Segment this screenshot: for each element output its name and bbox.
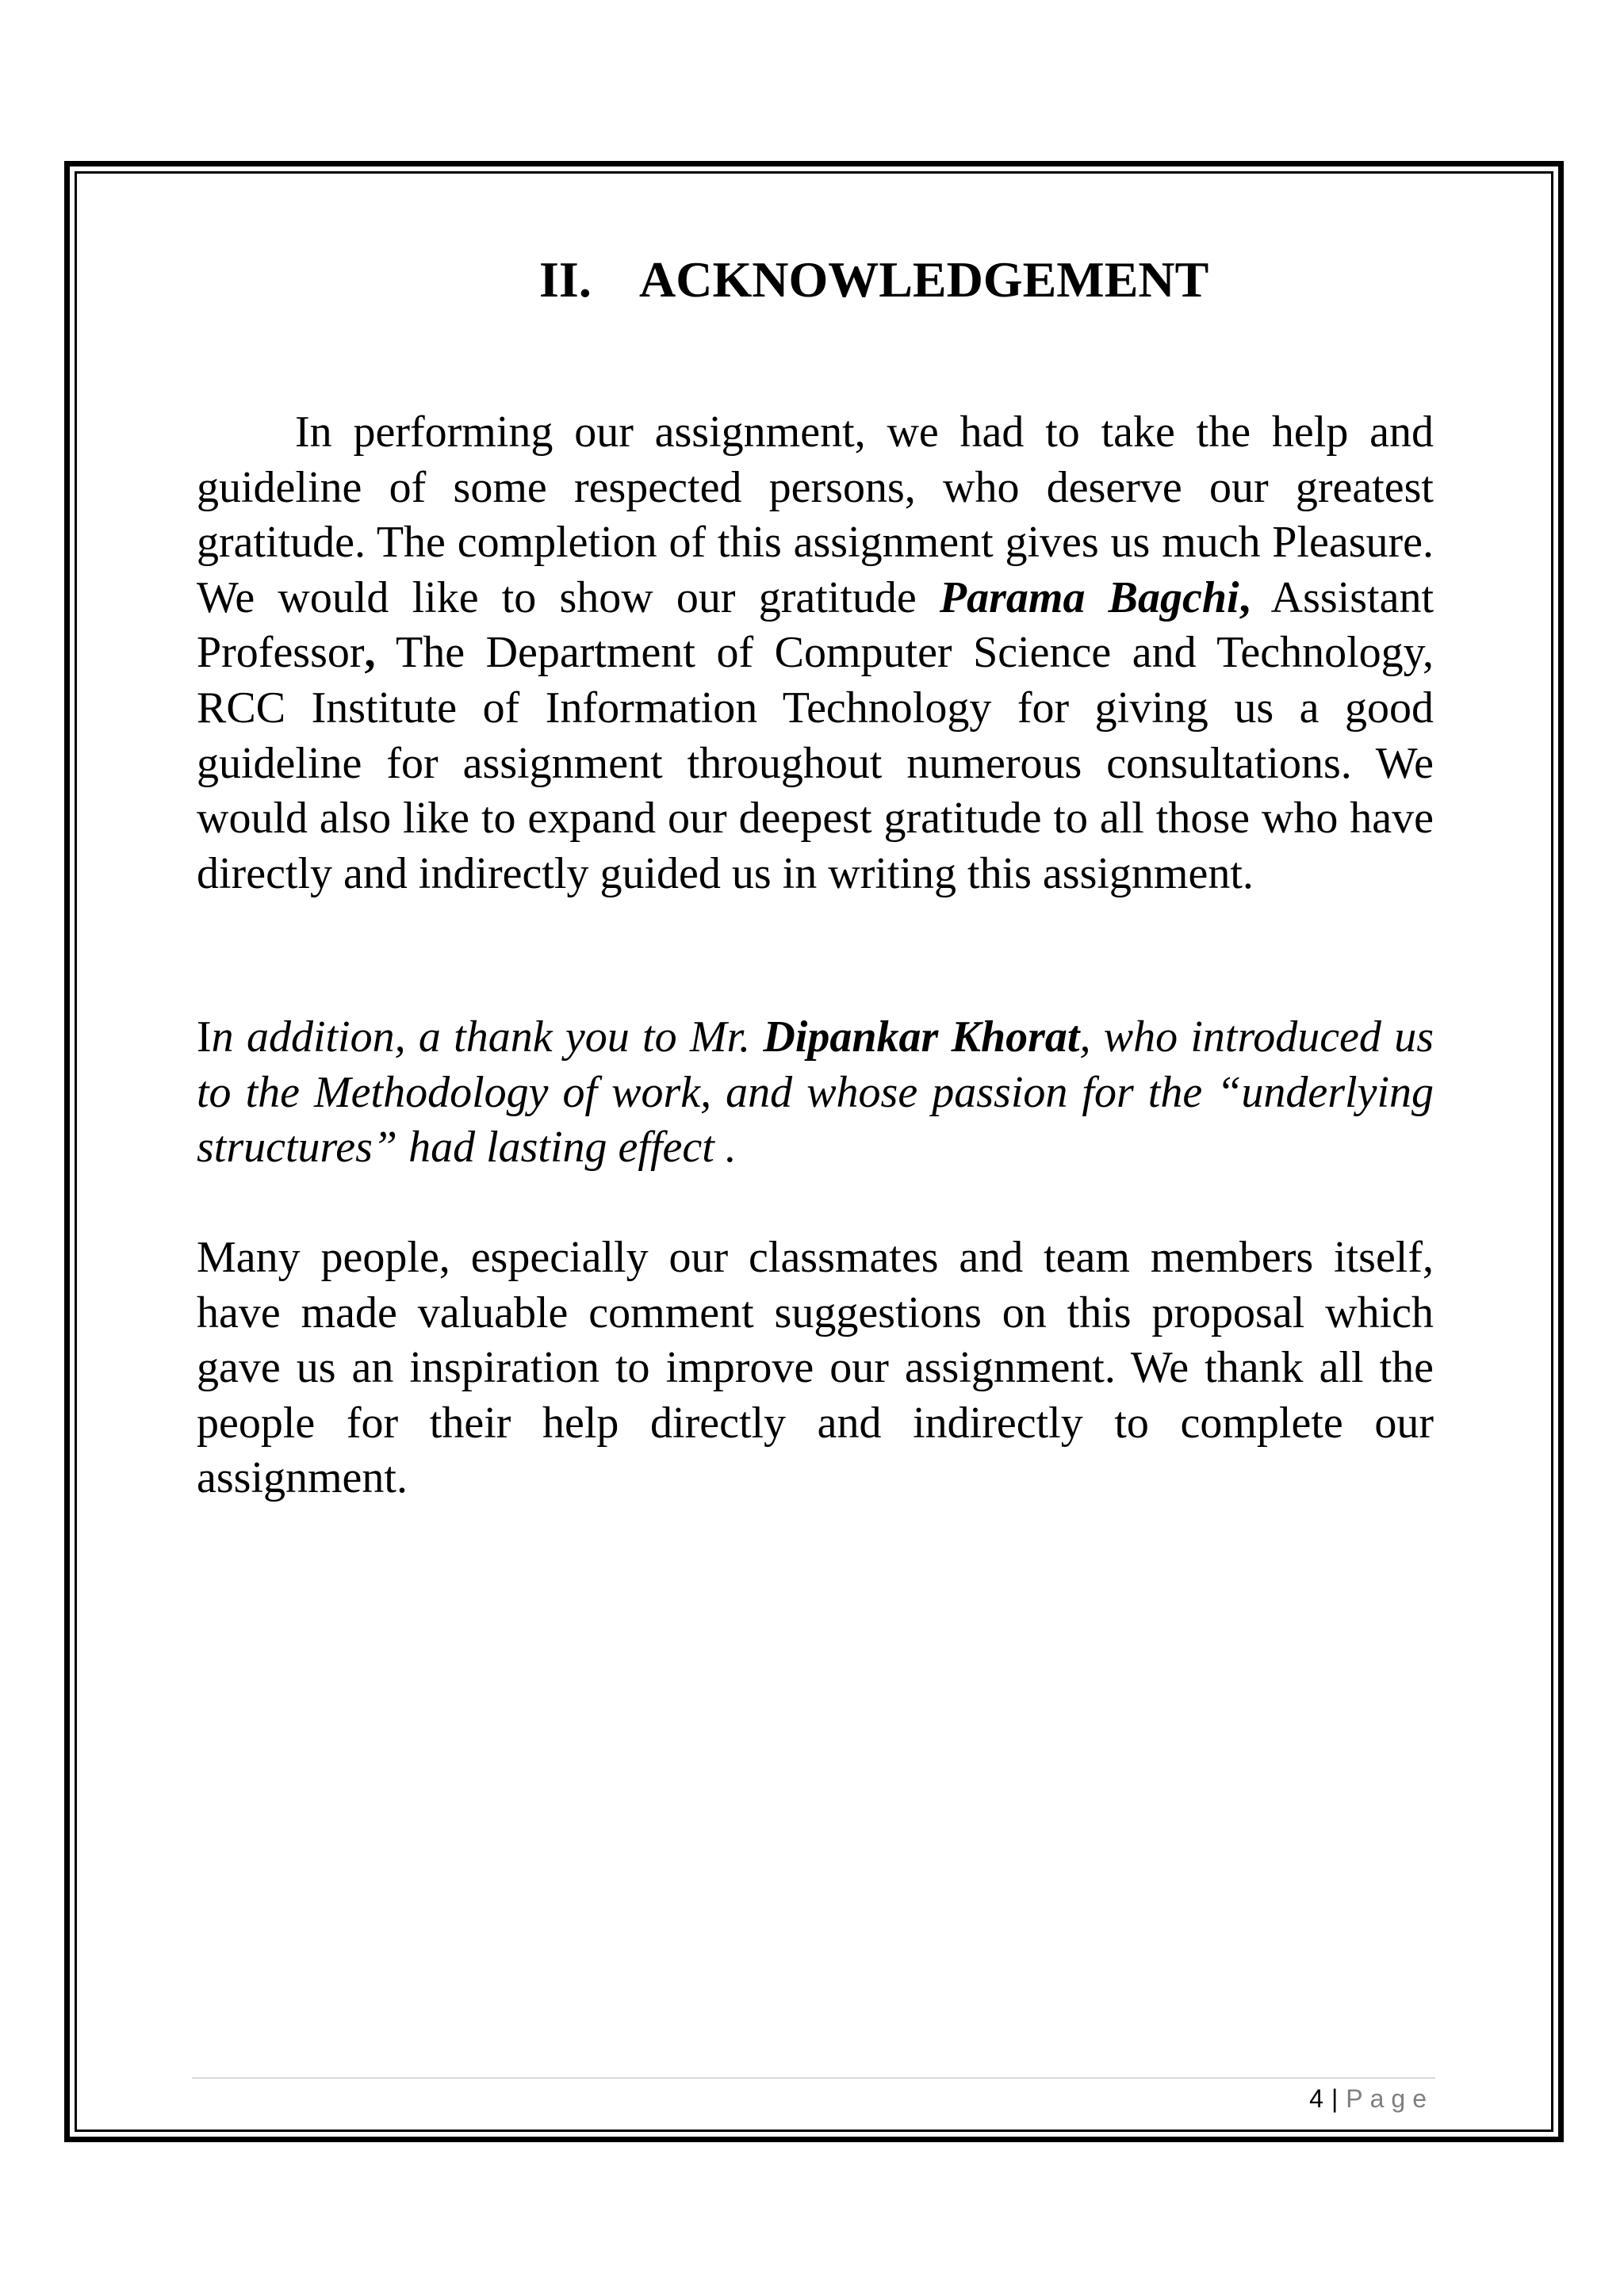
- footer-separator: |: [1331, 2084, 1339, 2113]
- paragraph-thanks: [197, 1010, 1434, 1176]
- paragraph-gratitude: [197, 405, 1434, 901]
- section-heading: [539, 248, 1208, 312]
- page-footer: [1309, 2081, 1434, 2116]
- paragraph-classmates: Many people, especially our classmates and team members itself, have made valuable comment suggestions on this proposal which gave us an inspiration to improve our assignment. We thank all the people for their help directly and indirectly to complete our assignment.: [197, 1233, 1434, 1503]
- page-label: Page: [1346, 2084, 1434, 2113]
- section-title: ACKNOWLEDGEMENT: [639, 251, 1209, 308]
- name-comma: ,: [1239, 572, 1251, 622]
- page-number: 4: [1309, 2084, 1323, 2113]
- paragraph-text: Assistant Professor: [197, 572, 1434, 678]
- paragraph-text: In performing our assignment, we had to take the help and guideline of some respected persons, who deserve our greatest gratitude. The completion of this assignment gives us much Pleasure. We would like to show our gratitude: [197, 408, 1434, 622]
- section-number: II.: [539, 251, 592, 308]
- paragraph-text: , who introduced us to the Methodology of work, and whose passion for the “underlying structures” had lasting effect .: [197, 1012, 1434, 1173]
- paragraph-initial: I: [197, 1012, 212, 1062]
- name-parama-bagchi: Parama Bagchi: [939, 572, 1239, 622]
- paragraph-text: n addition, a thank you to Mr.: [211, 1012, 764, 1062]
- footer-rule: [192, 2077, 1435, 2079]
- name-dipankar-khorat: Dipankar Khorat: [763, 1012, 1080, 1062]
- title-comma: ,: [364, 628, 376, 678]
- paragraph-text: The Department of Computer Science and Technology, RCC Institute of Information Technology for giving us a good guideline for assignment throughout numerous consultations. We would also like to expand our deepest gratitude to all those who have directly and indirectly guided us in writing this assignment.: [197, 628, 1434, 898]
